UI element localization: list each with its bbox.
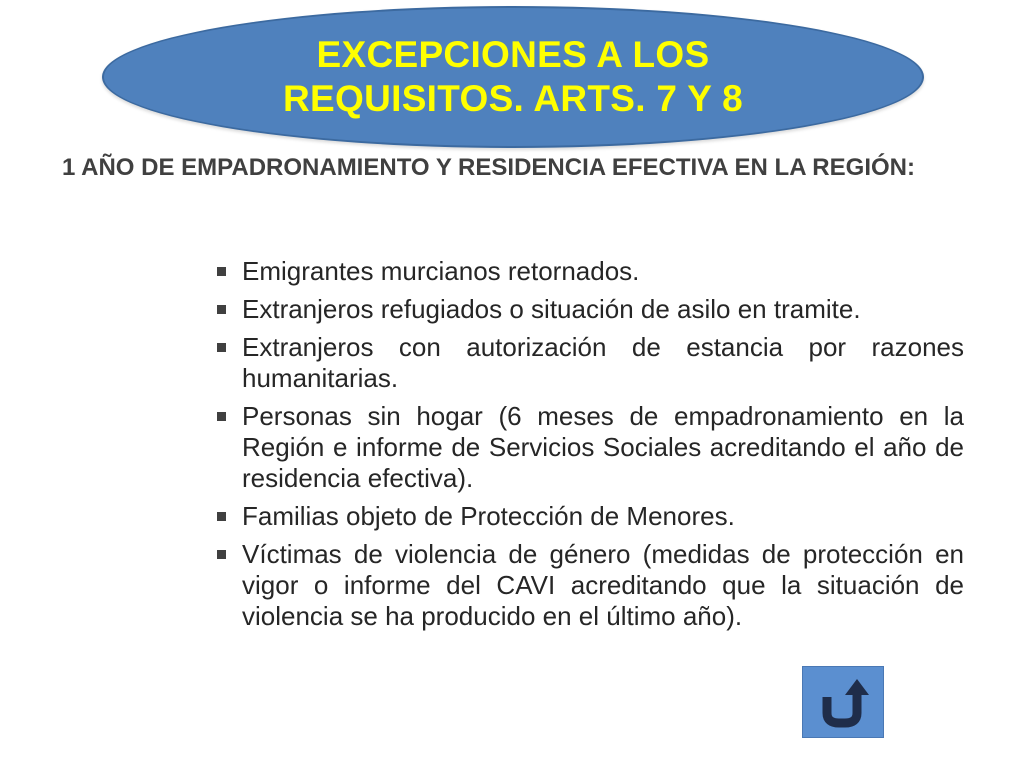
square-bullet-icon	[217, 512, 226, 521]
list-item	[216, 401, 964, 494]
list-item-text: Emigrantes murcianos retornados.	[242, 256, 640, 286]
list-item-text: Extranjeros con autorización de estancia por razones humanitarias.	[242, 332, 964, 393]
list-item	[216, 294, 964, 325]
list-item-text: Extranjeros refugiados o situación de asilo en tramite.	[242, 294, 861, 324]
list-item	[216, 332, 964, 394]
title-line-2: REQUISITOS. ARTS. 7 Y 8	[283, 78, 743, 119]
exceptions-list	[216, 256, 964, 639]
return-button[interactable]	[802, 666, 884, 738]
return-arrow-icon	[815, 675, 871, 729]
square-bullet-icon	[217, 412, 226, 421]
title-line-1: EXCEPCIONES A LOS	[316, 34, 710, 75]
list-item-text: Víctimas de violencia de género (medidas de protección en vigor o informe del CAVI acreditando que la situación de violencia se ha producido en el último año).	[242, 539, 964, 631]
list-item-text: Familias objeto de Protección de Menores.	[242, 501, 735, 531]
list-item-text: Personas sin hogar (6 meses de empadronamiento en la Región e informe de Servicios Sociales acreditando el año de residencia efectiva).	[242, 401, 964, 493]
list-item	[216, 256, 964, 287]
title-banner	[102, 6, 924, 148]
square-bullet-icon	[217, 550, 226, 559]
square-bullet-icon	[217, 305, 226, 314]
square-bullet-icon	[217, 343, 226, 352]
square-bullet-icon	[217, 267, 226, 276]
section-subheading: 1 AÑO DE EMPADRONAMIENTO Y RESIDENCIA EFECTIVA EN LA REGIÓN:	[62, 154, 915, 181]
list-item	[216, 501, 964, 532]
list-item	[216, 539, 964, 632]
